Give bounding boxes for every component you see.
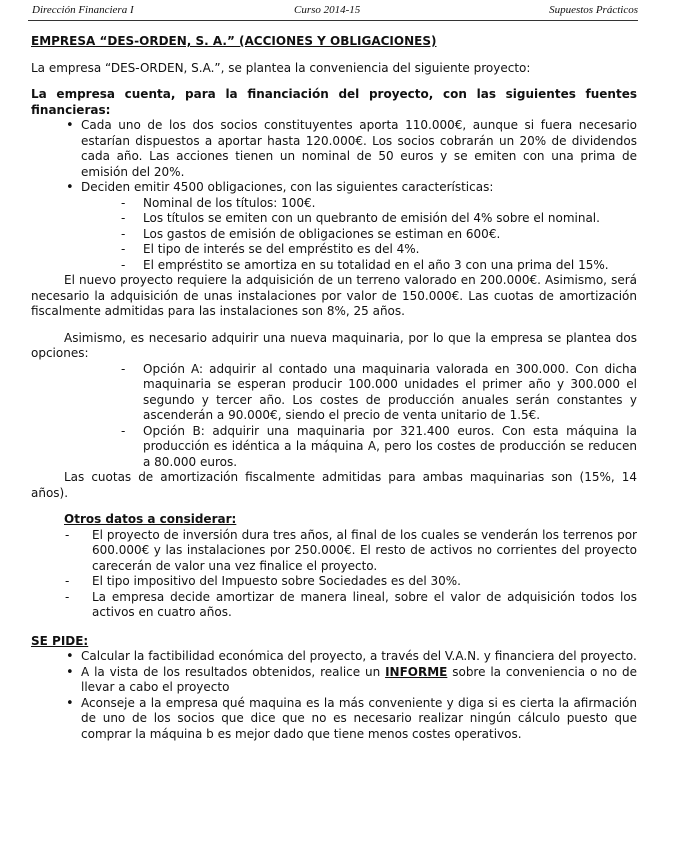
informe-emphasis: INFORME: [385, 664, 448, 679]
header-course-name: Dirección Financiera I: [32, 4, 134, 16]
project-paragraph: El nuevo proyecto requiere la adquisición de un terreno valorado en 200.000€. Asimismo, será necesario la adquisición de unas instalaciones por valor de 150.000€. Las cuotas de amortización fiscalmente admitidas para las instalaciones son 8%, 25 años.: [31, 273, 637, 318]
other-data-item: - La empresa decide amortizar de manera lineal, sobre el valor de adquisición todos los activos en cuatro años.: [31, 590, 637, 621]
funding-item-shareholders: • Cada uno de los dos socios constituyentes aporta 110.000€, aunque si fuera necesario estarían dispuestos a aportar hasta 120.000€. Los socios cobrarán un 20% de dividendos cada año. Las acciones tienen un nominal de 50 euros y se emiten con una prima de emisión del 20%.: [31, 118, 637, 180]
task-item: [31, 665, 637, 696]
tasks-heading: SE PIDE:: [31, 633, 89, 648]
funding-item-bonds: • Deciden emitir 4500 obligaciones, con las siguientes características:: [31, 180, 637, 196]
bond-item: - El tipo de interés se del empréstito es del 4%.: [31, 242, 637, 258]
bond-item: - Nominal de los títulos: 100€.: [31, 196, 637, 212]
task-item: • Calcular la factibilidad económica del proyecto, a través del V.A.N. y financiera del proyecto.: [31, 649, 637, 665]
machinery-intro: Asimismo, es necesario adquirir una nueva maquinaria, por lo que la empresa se plantea dos opciones:: [31, 330, 637, 360]
bond-characteristics-list: [31, 196, 637, 274]
other-data-list: [31, 528, 637, 621]
document-title: EMPRESA “DES-ORDEN, S. A.” (ACCIONES Y OBLIGACIONES): [31, 34, 437, 48]
bond-item: - El empréstito se amortiza en su totalidad en el año 3 con una prima del 15%.: [31, 258, 637, 274]
other-data-item: - El tipo impositivo del Impuesto sobre Sociedades es del 30%.: [31, 574, 637, 590]
document-body: [31, 34, 637, 742]
machinery-quotas-paragraph: Las cuotas de amortización fiscalmente admitidas para ambas maquinarias son (15%, 14 años).: [31, 470, 637, 500]
machinery-options-list: [31, 362, 637, 471]
page-header: [28, 2, 638, 21]
header-academic-year: Curso 2014-15: [294, 4, 361, 16]
tasks-list: [31, 649, 637, 742]
task-item: • Aconseje a la empresa qué maquina es la más conveniente y diga si es cierta la afirmación de uno de los socios que dice que no es necesario realizar ningún cálculo puesto que comprar la máquina b es mejor dado que tiene menos costes operativos.: [31, 696, 637, 743]
intro-paragraph: La empresa “DES-ORDEN, S.A.”, se plantea la conveniencia del siguiente proyecto:: [31, 60, 531, 75]
header-section: Supuestos Prácticos: [549, 4, 638, 16]
machinery-option-a: - Opción A: adquirir al contado una maquinaria valorada en 300.000. Con dicha maquinaria se esperan producir 100.000 unidades el primer año y 300.000 el segundo y tercer año. Los costes de producción anuales serán constantes y ascenderán a 90.000€, siendo el precio de venta unitario de 1.5€.: [31, 362, 637, 424]
funding-list: [31, 118, 637, 196]
machinery-option-b: - Opción B: adquirir una maquinaria por 321.400 euros. Con esta máquina la producción es idéntica a la máquina A, pero los costes de producción se reducen a 80.000 euros.: [31, 424, 637, 471]
other-data-item: - El proyecto de inversión dura tres años, al final de los cuales se venderán los terrenos por 600.000€ y las instalaciones por 250.000€. El resto de activos no corrientes del proyecto carecerán de valor una vez finalice el proyecto.: [31, 528, 637, 575]
bond-item: - Los títulos se emiten con un quebranto de emisión del 4% sobre el nominal.: [31, 211, 637, 227]
other-data-heading: Otros datos a considerar:: [64, 512, 237, 526]
task-text: A la vista de los resultados obtenidos, realice un: [81, 664, 381, 679]
funding-heading: La empresa cuenta, para la financiación del proyecto, con las siguientes fuentes financieras:: [31, 87, 637, 117]
task-text: sobre la conveniencia o no de llevar a cabo el proyecto: [81, 664, 637, 694]
bond-item: - Los gastos de emisión de obligaciones se estiman en 600€.: [31, 227, 637, 243]
